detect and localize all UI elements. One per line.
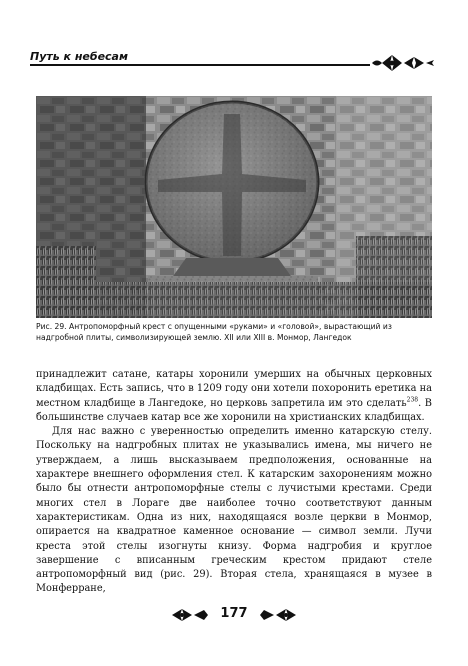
stone-cross-photo — [36, 96, 432, 318]
paragraph-text: принадлежит сатане, катары хоронили умерших на обычных церковных кладбищах. Есть запись, что в 1209 году они хотели похоронить еретика на местном кладбище в Лангедоке, но церковь запретила им это сделать — [36, 369, 432, 409]
paragraph — [36, 368, 432, 425]
running-header — [30, 48, 438, 74]
figure-caption: Рис. 29. Антропоморфный крест с опущенными «руками» и «головой», вырастающий из надгробной плиты, символизирующей землю. XII или XIII в. Монмор, Лангедок — [36, 322, 392, 342]
header-rule — [30, 64, 370, 66]
page-footer — [168, 604, 300, 626]
ornament-icon — [368, 52, 436, 74]
running-title: Путь к небесам — [30, 50, 128, 63]
body-text — [36, 368, 432, 597]
paragraph-text: . В большинстве случаев катар все же хоронили на христианских кладбищах. — [36, 397, 433, 423]
figure-photo — [36, 96, 432, 318]
paragraph: Для нас важно с уверенностью определить именно катарскую стелу. Поскольку на надгробных плитах не указывались имена, мы ничего не утверждаем, а лишь высказываем предположения, основанные на характере внешнего оформления стел. К катарским захоронениям можно было бы отнести антропоморфные стелы с лучистыми крестами. Среди многих стел в Лораге две наиболее точно соответствуют данным характеристикам. Одна из них, находящаяся возле церкви в Монмор, опирается на квадратное каменное основание — символ земли. Лучи креста этой стелы изогнуты книзу. Форма надгробия и круглое завершение с вписанным греческим крестом придают стеле антропоморфный вид (рис. 29). Вторая стела, хранящаяся в музее в Монферране, — [36, 426, 432, 595]
page-number: 177 — [220, 606, 248, 621]
footnote-ref: 238 — [406, 396, 419, 404]
